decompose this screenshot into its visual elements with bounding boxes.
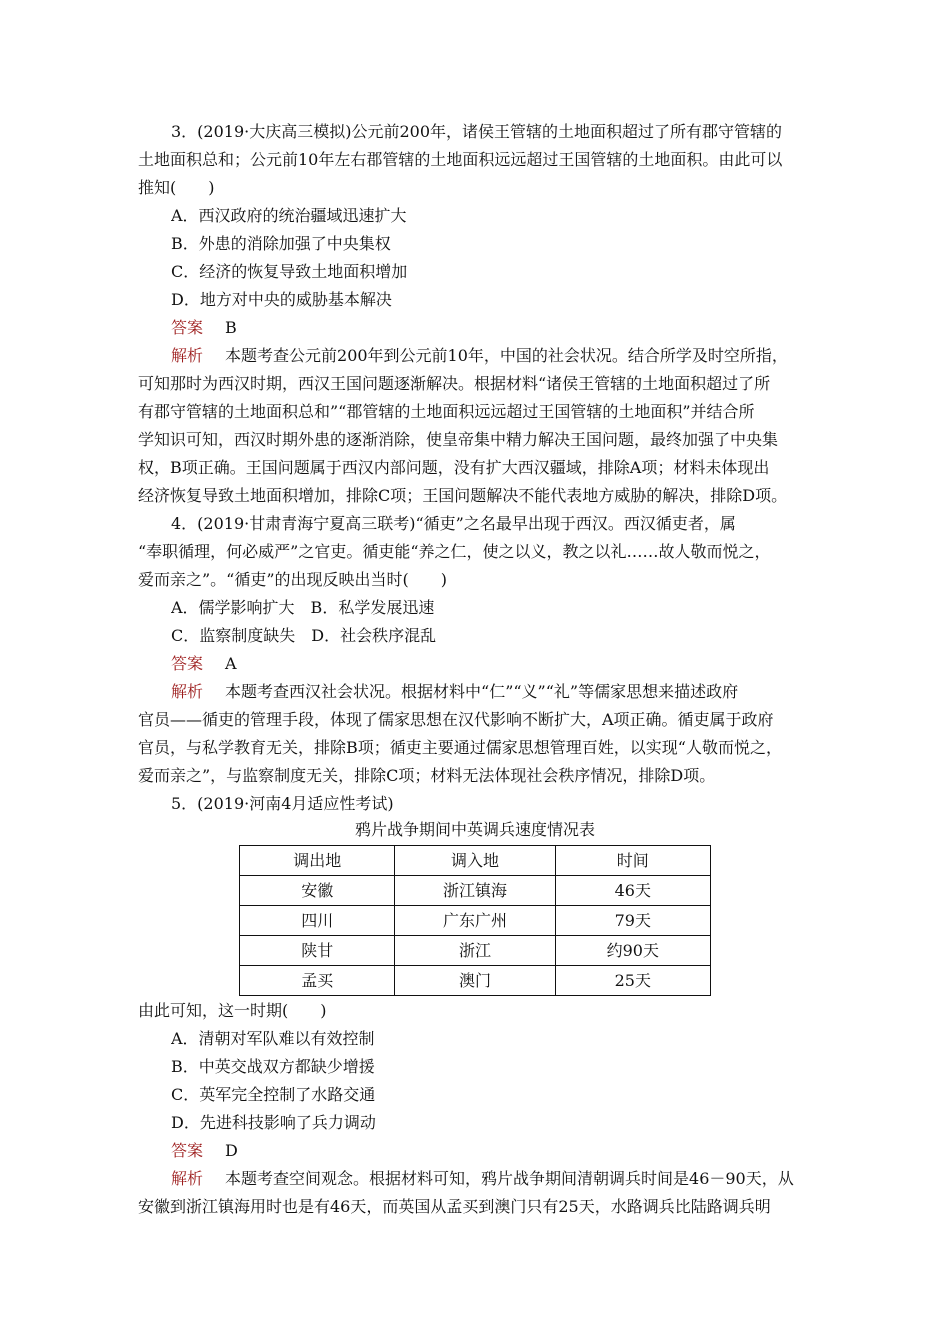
q3-analysis-line: 经济恢复导致土地面积增加，排除C项；王国问题解决不能代表地方威胁的解决，排除D项。 [138, 486, 788, 505]
q3-option-c: C．经济的恢复导致土地面积增加 [171, 262, 408, 281]
q5-option-a: A．清朝对军队难以有效控制 [171, 1029, 375, 1048]
q3-analysis-line: 有郡守管辖的土地面积总和”“郡管辖的土地面积远远超过王国管辖的土地面积”并结合所 [138, 402, 755, 421]
table-row [240, 936, 711, 966]
q4-stem-line: 4．(2019·甘肃青海宁夏高三联考)“循吏”之名最早出现于西汉。西汉循吏者，属 [171, 514, 736, 533]
analysis-text: 本题考查空间观念。根据材料可知，鸦片战争期间清朝调兵时间是46－90天，从 [225, 1169, 794, 1188]
q4-stem-line: “奉职循理，何必威严”之官吏。循吏能“养之仁，使之以义，教之以礼……故人敬而悦之， [138, 542, 771, 561]
q4-stem-line: 爱而亲之”。“循吏”的出现反映出当时( ) [138, 570, 448, 589]
q5-question: 由此可知，这一时期( ) [138, 1001, 327, 1020]
q3-stem-line: 推知( ) [138, 178, 215, 197]
table-cell: 浙江镇海 [395, 876, 555, 906]
table-cell: 广东广州 [395, 906, 555, 936]
q4-analysis-line: 官员，与私学教育无关，排除B项；循吏主要通过儒家思想管理百姓，以实现“人敬而悦之， [138, 738, 782, 757]
q5-option-d: D．先进科技影响了兵力调动 [171, 1113, 376, 1132]
table-row [240, 906, 711, 936]
q3-stem-line: 土地面积总和；公元前10年左右郡管辖的土地面积远远超过王国管辖的土地面积。由此可以 [138, 150, 783, 169]
q5-option-b: B．中英交战双方都缺少增援 [171, 1057, 375, 1076]
q3-analysis-line: 学知识可知，西汉时期外患的逐渐消除，使皇帝集中精力解决王国问题，最终加强了中央集 [138, 430, 779, 449]
q5-analysis-line: 安徽到浙江镇海用时也是有46天，而英国从孟买到澳门只有25天，水路调兵比陆路调兵明 [138, 1197, 771, 1216]
answer-label: 答案 [171, 654, 204, 673]
q3-stem-line: 3．(2019·大庆高三模拟)公元前200年，诸侯王管辖的土地面积超过了所有郡守管辖的 [171, 122, 783, 141]
table-cell: 25天 [555, 966, 710, 996]
q3-analysis-line: 可知那时为西汉时期，西汉王国问题逐渐解决。根据材料“诸侯王管辖的土地面积超过了所 [138, 374, 771, 393]
analysis-text: 本题考查公元前200年到公元前10年，中国的社会状况。结合所学及时空所指， [225, 346, 788, 365]
table-cell: 孟买 [240, 966, 395, 996]
q5-option-c: C．英军完全控制了水路交通 [171, 1085, 376, 1104]
table-cell: 79天 [555, 906, 710, 936]
table-row [240, 966, 711, 996]
answer-label: 答案 [171, 1141, 204, 1160]
analysis-label: 解析 [171, 682, 204, 701]
q3-option-b: B．外患的消除加强了中央集权 [171, 234, 391, 253]
table-header-row [240, 846, 711, 876]
q5-analysis-first [171, 1168, 818, 1190]
q3-analysis-line: 权，B项正确。王国问题属于西汉内部问题，没有扩大西汉疆域，排除A项；材料未体现出 [138, 458, 770, 477]
answer-value: A [225, 654, 237, 673]
q3-answer [171, 317, 818, 339]
table-cell: 四川 [240, 906, 395, 936]
table-cell: 安徽 [240, 876, 395, 906]
q3-analysis-first [171, 345, 818, 367]
answer-value: D [225, 1141, 238, 1160]
q3-option-a: A．西汉政府的统治疆域迅速扩大 [171, 206, 407, 225]
analysis-label: 解析 [171, 346, 204, 365]
q4-options-ab: A．儒学影响扩大 B．私学发展迅速 [171, 598, 435, 617]
table-header-cell: 调入地 [395, 846, 555, 876]
table-cell: 陕甘 [240, 936, 395, 966]
q4-analysis-line: 爱而亲之”，与监察制度无关，排除C项；材料无法体现社会秩序情况，排除D项。 [138, 766, 716, 785]
table-cell: 约90天 [555, 936, 710, 966]
analysis-text: 本题考查西汉社会状况。根据材料中“仁”“义”“礼”等儒家思想来描述政府 [225, 682, 739, 701]
troop-speed-table [239, 845, 711, 996]
q4-analysis-first [171, 681, 818, 703]
table-row [240, 876, 711, 906]
q5-answer [171, 1140, 818, 1162]
q5-header: 5．(2019·河南4月适应性考试) [171, 794, 394, 813]
q5-table-title: 鸦片战争期间中英调兵速度情况表 [354, 820, 595, 839]
table-header-cell: 时间 [555, 846, 710, 876]
q4-analysis-line: 官员——循吏的管理手段，体现了儒家思想在汉代影响不断扩大，A项正确。循吏属于政府 [138, 710, 774, 729]
answer-label: 答案 [171, 318, 204, 337]
table-cell: 46天 [555, 876, 710, 906]
q3-option-d: D．地方对中央的威胁基本解决 [171, 290, 392, 309]
table-header-cell: 调出地 [240, 846, 395, 876]
table-cell: 浙江 [395, 936, 555, 966]
q4-answer [171, 653, 818, 675]
analysis-label: 解析 [171, 1169, 204, 1188]
q4-options-cd: C．监察制度缺失 D．社会秩序混乱 [171, 626, 437, 645]
table-cell: 澳门 [395, 966, 555, 996]
answer-value: B [225, 318, 237, 337]
